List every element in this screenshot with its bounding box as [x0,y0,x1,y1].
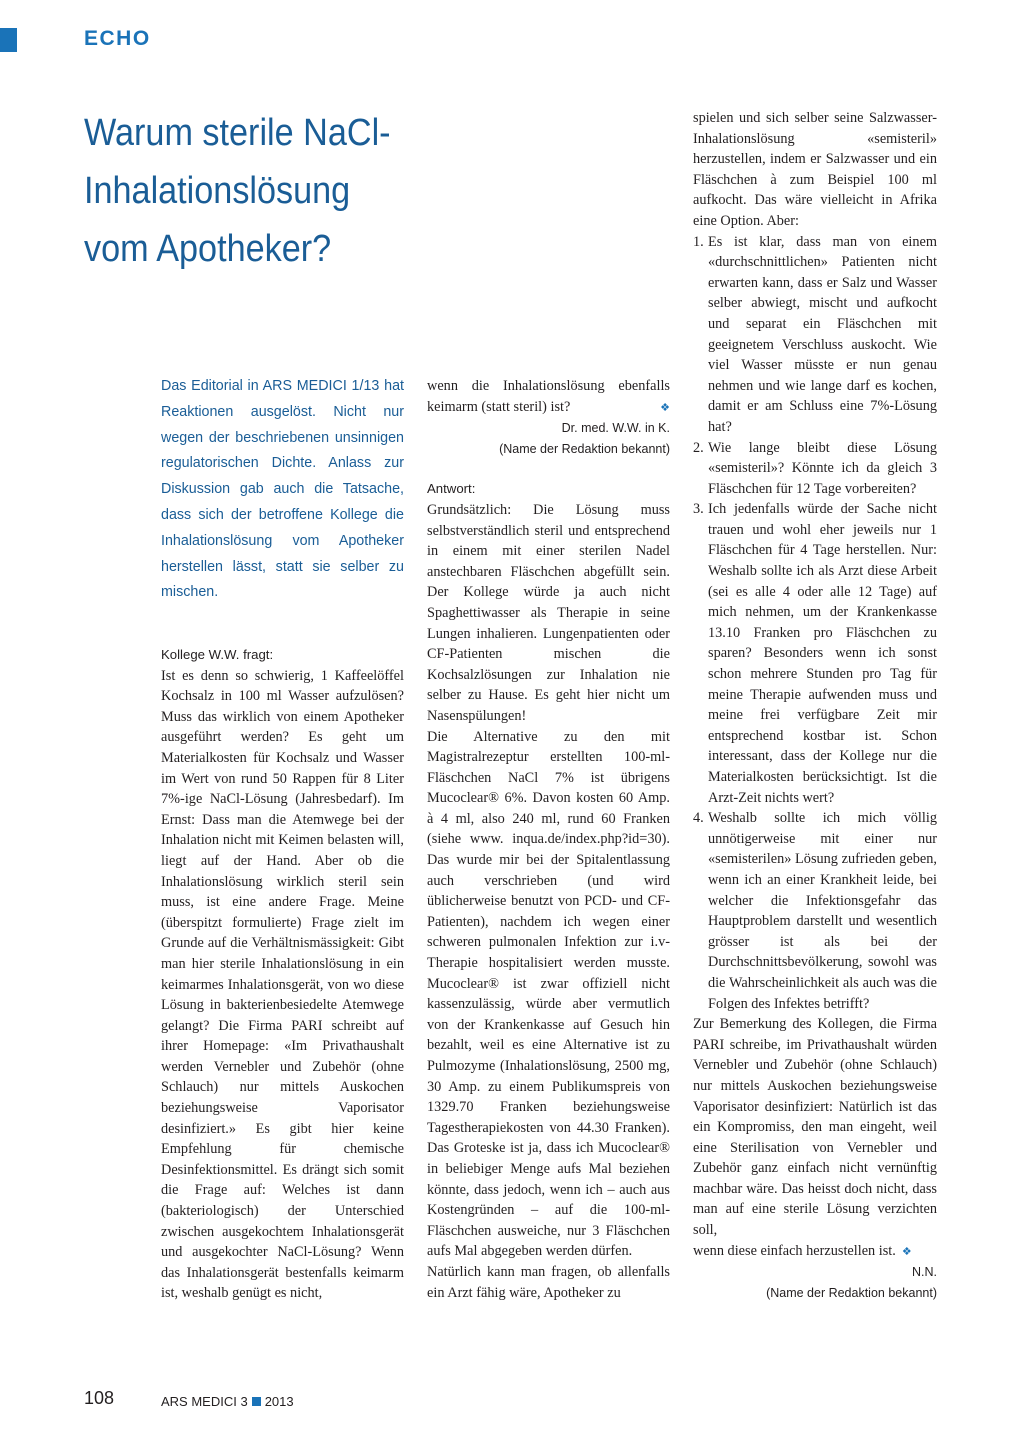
footer-magazine [161,1394,294,1409]
section-label: ECHO [84,27,151,50]
diamond-icon: ❖ [901,1245,912,1258]
issue-year: 2013 [264,1394,294,1409]
list-item-text: Weshalb sollte ich mich völlig unnötigerweise mit einer nur «semisterilen» Lösung zufrieden geben, wenn ich an einer Krankheit leide, bei welcher die Infektionsgefahr das Hauptproblem darstellt und wesentlich grösser ist als bei der Durchschnittsbevölkerung, sowohl was die Wahrscheinlichkeit als auch was die Folgen des Infektes betrifft? [708,810,937,1012]
question-paragraph-end: wenn die Inhalationslösung ebenfalls keimarm (statt steril) ist? [427,378,670,415]
list-item-number: 3. [693,501,704,518]
answer-paragraph-2: Die Alternative zu den mit Magistralrezeptur erstellten 100-ml-Fläschchen NaCl 7% ist übrigens Mucoclear® 6%. Davon kosten 60 Amp. à 4 ml, also 240 ml, rund 60 Franken (siehe www. inqua.de/index.php?id=30). Das wurde mir bei der Spitalentlassung auch verschrieben (und wird üblicherweise benutzt von PCD- und CF-Patienten), nachdem ich wegen einer schweren pulmonalen Infektion zur i.v-Therapie hospitalisiert werden musste. Mucoclear® ist zwar offiziell nicht kassenzulässig, würde aber vermutlich von der Krankenkasse auf Gesuch hin bezahlt, weil es eine Alternative ist zu Pulmozyme (Inhalationslösung, 2500 mg, 30 Amp. zu einem Publikumspreis von 1329.70 Franken beziehungsweise Tagestherapiekosten von 44.30 Franken). Das Groteske ist ja, dass ich Mucoclear® in beliebiger Menge aufs Mal beziehen könnte, dass jedoch, wenn ich – auch aus Kostengründen – auf die 100-ml-Fläschchen ausweiche, nur 3 Fläschchen aufs Mal abgegeben werden dürfen. [427,728,670,1260]
answer-paragraph-3-cont: spielen und sich selber seine Salzwasser-Inhalationslösung «semisteril» herzustellen, indem er Salzwasser und ein Fläschchen à zum Beispiel 100 ml aufkocht. Das wäre vielleicht in Afrika eine Option. Aber: [693,110,937,229]
column-1 [161,645,404,1304]
question-heading: Kollege W.W. fragt: [161,647,274,662]
answer-end-line [693,1241,937,1263]
answer-paragraph-4: Zur Bemerkung des Kollegen, die Firma PARI schreibe, im Privathaushalt würden Vernebler und Zubehör (ohne Schlauch) nur mittels Auskochen beziehungsweise Vaporisator desinfiziert: Natürlich ist das ein Kompromiss, den man eingeht, weil eine Sterilisation von Vernebler und Zubehör ganz einfach nicht vernünftig machbar wäre. Das heisst doch nicht, dass man auf eine sterile Lösung verzichten soll, [693,1016,937,1239]
answer-paragraph-1: Grundsätzlich: Die Lösung muss selbstverständlich steril und entsprechend in einem mit einer sterilen Nadel anstechbaren Fläschchen abgefüllt sein. Der Kollege würde ja auch nicht Spaghettiwasser als Therapie in seine Lungen inhalieren. Lungenpatienten oder CF-Patienten mischen die Kochsalzlösungen zur Inhalation nie selber zu Hause. Es geht hier nicht um Nasenspülungen! [427,501,670,724]
list-item [693,438,937,500]
list-item-text: Es ist klar, dass man von einem «durchschnittlichen» Patienten nicht erwarten kann, dass er Salz und Wasser selber abwiegt, mischt und aufkocht und separat ein Fläschchen mit geeignetem Verschluss auskocht. Wie viel Wasser müsste er nun genau nehmen und wie lange darf es kochen, damit er am Schluss eine 7%-Lösung hat? [708,233,937,435]
question-paragraph: Ist es denn so schwierig, 1 Kaffeelöffel Kochsalz in 100 ml Wasser aufzulösen? Muss das wirklich von einem Apotheker ausgeführt werden? Es geht um Materialkosten für Kochsalz und Wasser im Wert von rund 50 Rappen für 8 Liter 7%-ige NaCl-Lösung (Jahresbedarf). Im Ernst: Dass man die Atemwege bei der Inhalation nicht mit Keimen belasten will, liegt auf der Hand. Aber ob die Inhalationslösung wirklich steril sein muss, ist eine andere Frage. Meine (überspitzt formulierte) Frage zielt im Grunde auf die Verhältnismässigkeit: Gibt man hier sterile Inhalationslösung in ein keimarmes Inhalationsgerät, von wo diese Lösung in bakterienbesiedelte Atemwege gelangt? Die Firma PARI schreibt auf ihrer Homepage: «Im Privathaushalt werden Vernebler und Zubehör (ohne Schlauch) nur mittels Auskochen beziehungsweise Vaporisator desinfiziert.» Es gibt hier keine Empfehlung für chemische Desinfektionsmittel. Es drängt sich somit die Frage auf: Welches ist dann (bakteriologisch) der Unterschied zwischen ausgekochtem Inhalationsgerät und ausgekochter NaCl-Lösung? Wenn das Inhalationsgerät bestenfalls keimarm ist, weshalb genügt es nicht, [161,667,404,1302]
column-2 [427,376,670,1303]
list-item-number: 2. [693,439,704,456]
headline-line-2: vom Apotheker? [84,228,332,270]
page-number: 108 [84,1388,115,1408]
list-item-text: Wie lange bleibt diese Lösung «semisteril»? Könnte ich da gleich 3 Fläschchen für 12 Tage vorbereiten? [708,439,937,497]
question-signature: Dr. med. W.W. in K. [561,421,670,436]
question-end-line [427,376,670,417]
headline-line-1: Warum sterile NaCl-Inhalationslösung [84,112,391,212]
list-item-text: Ich jedenfalls würde der Sache nicht trauen und wohl eher jeweils nur 1 Fläschchen für 4 Tage herstellen. Nur: Weshalb sollte ich als Arzt diese Arbeit (sei es alle 4 oder alle 12 Tage) auf mich nehmen, um der Krankenkasse 13.10 Franken pro Fläschchen zu sparen? Besonders wenn ich sonst schon mehrere Stunden pro Tag für meine Therapie aufwenden muss und meine frei verfügbare Zeit mir entsprechend kostbar ist. Schon interessant, dass der Kollege nur die Materialkosten berücksichtigt. Ist die Arzt-Zeit nichts wert? [708,501,937,806]
answer-paragraph-4-end: wenn diese einfach herzustellen ist. [693,1242,896,1259]
column-3 [693,108,937,1303]
question-signature-note: (Name der Redaktion bekannt) [499,441,670,456]
answer-list [693,232,937,1015]
diamond-icon: ❖ [660,401,670,414]
list-item-number: 1. [693,233,704,250]
list-item [693,808,937,1014]
list-item [693,232,937,438]
answer-signature: N.N. [912,1265,937,1280]
answer-heading: Antwort: [427,481,476,497]
article-headline [84,104,624,278]
list-item [693,499,937,808]
article-lead: Das Editorial in ARS MEDICI 1/13 hat Reaktionen ausgelöst. Nicht nur wegen der beschriebenen unsinnigen regulatorischen Dichte. Anlass zur Diskussion gab auch die Tatsache, dass sich der betroffene Kollege die Inhalationslösung vom Apotheker herstellen lässt, statt sie selber zu mischen. [161,378,404,601]
answer-signature-note: (Name der Redaktion bekannt) [766,1285,937,1300]
answer-paragraph-3-start: Natürlich kann man fragen, ob allenfalls ein Arzt fähig wäre, Apotheker zu [427,1263,670,1301]
square-separator-icon [252,1397,261,1406]
list-item-number: 4. [693,810,704,827]
magazine-name: ARS MEDICI 3 [161,1394,248,1409]
section-marker [0,28,17,52]
